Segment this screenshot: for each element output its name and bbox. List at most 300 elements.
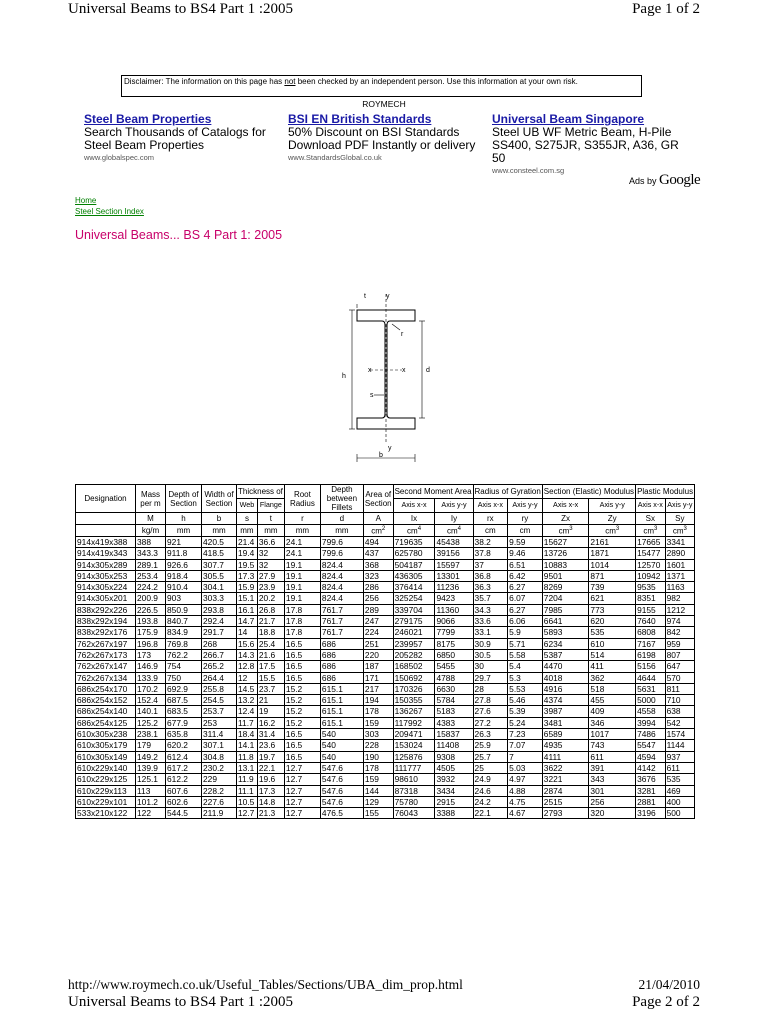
value-cell: 9.46 xyxy=(508,548,543,559)
table-row xyxy=(76,582,695,593)
value-cell: 547.6 xyxy=(320,762,363,773)
value-cell: 2793 xyxy=(542,808,589,819)
value-cell: 617.2 xyxy=(166,762,202,773)
value-cell: 307.7 xyxy=(202,559,237,570)
value-cell: 762.2 xyxy=(166,649,202,660)
value-cell: 200.9 xyxy=(136,593,166,604)
google-logo: Google xyxy=(659,172,701,188)
value-cell: 824.4 xyxy=(320,570,363,581)
ad-title-link[interactable]: Steel Beam Properties xyxy=(84,112,212,126)
symbol-cell: h xyxy=(166,513,202,525)
value-cell: 2874 xyxy=(542,785,589,796)
table-row xyxy=(76,661,695,672)
value-cell: 4018 xyxy=(542,672,589,683)
value-cell: 11236 xyxy=(435,582,473,593)
value-cell: 8351 xyxy=(636,593,666,604)
col-axis-xx: Axis x-x xyxy=(393,499,435,513)
value-cell: 754 xyxy=(166,661,202,672)
value-cell: 607.6 xyxy=(166,785,202,796)
value-cell: 19.7 xyxy=(257,751,284,762)
value-cell: 687.5 xyxy=(166,695,202,706)
value-cell: 811 xyxy=(665,683,695,694)
value-cell: 500 xyxy=(665,808,695,819)
value-cell: 7985 xyxy=(542,604,589,615)
value-cell: 15.6 xyxy=(237,638,258,649)
designation-cell: 686x254x152 xyxy=(76,695,136,706)
value-cell: 230.2 xyxy=(202,762,237,773)
value-cell: 4935 xyxy=(542,740,589,751)
value-cell: 178 xyxy=(363,706,393,717)
col-section-modulus: Section (Elastic) Modulus xyxy=(542,485,635,499)
col-thickness: Thickness of xyxy=(237,485,285,499)
value-cell: 101.2 xyxy=(136,796,166,807)
value-cell: 9535 xyxy=(636,582,666,593)
unit-cell: cm xyxy=(508,525,543,537)
value-cell: 7799 xyxy=(435,627,473,638)
disclaimer-not-word: not xyxy=(284,77,296,86)
value-cell: 17.8 xyxy=(284,604,320,615)
value-cell: 710 xyxy=(665,695,695,706)
value-cell: 45438 xyxy=(435,537,473,548)
value-cell: 5.24 xyxy=(508,717,543,728)
value-cell: 24.2 xyxy=(473,796,508,807)
value-cell: 325254 xyxy=(393,593,435,604)
value-cell: 926.6 xyxy=(166,559,202,570)
value-cell: 27.2 xyxy=(473,717,508,728)
table-body xyxy=(76,537,695,819)
value-cell: 547.6 xyxy=(320,785,363,796)
value-cell: 34.3 xyxy=(473,604,508,615)
value-cell: 113 xyxy=(136,785,166,796)
unit-cell: $cm^3$ xyxy=(589,525,636,537)
label-x-left: x xyxy=(368,367,372,374)
value-cell: 17.3 xyxy=(257,785,284,796)
table-row xyxy=(76,751,695,762)
value-cell: 1601 xyxy=(665,559,695,570)
col-axis-yy: Axis y-y xyxy=(508,499,543,513)
value-cell: 12.8 xyxy=(237,661,258,672)
value-cell: 311.4 xyxy=(202,729,237,740)
value-cell: 761.7 xyxy=(320,627,363,638)
symbol-cell: Sy xyxy=(665,513,695,525)
value-cell: 247 xyxy=(363,616,393,627)
value-cell: 22.1 xyxy=(473,808,508,819)
col-area: Area of Section xyxy=(363,485,393,513)
value-cell: 16.5 xyxy=(284,638,320,649)
label-b: b xyxy=(379,452,383,459)
ad-block-2[interactable] xyxy=(288,112,486,162)
value-cell: 3987 xyxy=(542,706,589,717)
value-cell: 27.8 xyxy=(473,695,508,706)
value-cell: 303 xyxy=(363,729,393,740)
symbol-cell: Iy xyxy=(435,513,473,525)
value-cell: 5.46 xyxy=(508,695,543,706)
value-cell: 209471 xyxy=(393,729,435,740)
unit-cell: $cm^4$ xyxy=(393,525,435,537)
col-second-moment: Second Moment Area xyxy=(393,485,473,499)
ad-url[interactable]: www.globalspec.com xyxy=(84,153,155,162)
ad-description: 50% Discount on BSI Standards Download PDF Instantly or delivery xyxy=(288,125,476,152)
unit-cell: $cm^3$ xyxy=(542,525,589,537)
value-cell: 4374 xyxy=(542,695,589,706)
value-cell: 87318 xyxy=(393,785,435,796)
ad-block-1[interactable] xyxy=(84,112,279,162)
value-cell: 6.27 xyxy=(508,604,543,615)
value-cell: 159 xyxy=(363,774,393,785)
value-cell: 13.1 xyxy=(237,762,258,773)
value-cell: 136267 xyxy=(393,706,435,717)
value-cell: 4.97 xyxy=(508,774,543,785)
value-cell: 289 xyxy=(363,604,393,615)
value-cell: 620.2 xyxy=(166,740,202,751)
value-cell: 146.9 xyxy=(136,661,166,672)
value-cell: 610 xyxy=(589,638,636,649)
value-cell: 256 xyxy=(363,593,393,604)
designation-cell: 762x267x134 xyxy=(76,672,136,683)
value-cell: 179 xyxy=(136,740,166,751)
value-cell: 1017 xyxy=(589,729,636,740)
value-cell: 170.2 xyxy=(136,683,166,694)
value-cell: 227.6 xyxy=(202,796,237,807)
ad-url[interactable]: www.consteel.com.sg xyxy=(492,166,565,175)
designation-cell: 610x305x179 xyxy=(76,740,136,751)
value-cell: 27.9 xyxy=(257,570,284,581)
value-cell: 111777 xyxy=(393,762,435,773)
ads-by-prefix: Ads by xyxy=(629,176,657,186)
value-cell: 303.3 xyxy=(202,593,237,604)
footer-url: http://www.roymech.co.uk/Useful_Tables/Sections/UBA_dim_prop.html xyxy=(68,977,463,992)
value-cell: 21.6 xyxy=(257,649,284,660)
value-cell: 4558 xyxy=(636,706,666,717)
value-cell: 3481 xyxy=(542,717,589,728)
value-cell: 547.6 xyxy=(320,796,363,807)
value-cell: 686 xyxy=(320,649,363,660)
value-cell: 253 xyxy=(202,717,237,728)
unit-cell: mm xyxy=(237,525,258,537)
value-cell: 194 xyxy=(363,695,393,706)
value-cell: 125.1 xyxy=(136,774,166,785)
value-cell: 14.5 xyxy=(237,683,258,694)
value-cell: 921 xyxy=(166,537,202,548)
value-cell: 3434 xyxy=(435,785,473,796)
value-cell: 547.6 xyxy=(320,774,363,785)
value-cell: 205282 xyxy=(393,649,435,660)
value-cell: 3994 xyxy=(636,717,666,728)
value-cell: 155 xyxy=(363,808,393,819)
table-row xyxy=(76,593,695,604)
value-cell: 23.7 xyxy=(257,683,284,694)
value-cell: 4383 xyxy=(435,717,473,728)
value-cell: 7 xyxy=(508,751,543,762)
value-cell: 769.8 xyxy=(166,638,202,649)
designation-cell: 762x267x197 xyxy=(76,638,136,649)
table-row xyxy=(76,729,695,740)
value-cell: 5000 xyxy=(636,695,666,706)
value-cell: 12.7 xyxy=(284,762,320,773)
value-cell: 15627 xyxy=(542,537,589,548)
unit-cell: mm xyxy=(284,525,320,537)
value-cell: 226.5 xyxy=(136,604,166,615)
value-cell: 476.5 xyxy=(320,808,363,819)
value-cell: 7167 xyxy=(636,638,666,649)
value-cell: 5893 xyxy=(542,627,589,638)
value-cell: 1371 xyxy=(665,570,695,581)
table-row xyxy=(76,695,695,706)
value-cell: 4505 xyxy=(435,762,473,773)
value-cell: 139.9 xyxy=(136,762,166,773)
steel-section-index-link[interactable]: Steel Section Index xyxy=(75,207,144,216)
value-cell: 291.7 xyxy=(202,627,237,638)
value-cell: 21 xyxy=(257,695,284,706)
value-cell: 9501 xyxy=(542,570,589,581)
value-cell: 256 xyxy=(589,796,636,807)
value-cell: 1574 xyxy=(665,729,695,740)
value-cell: 178 xyxy=(363,762,393,773)
ad-block-3[interactable] xyxy=(492,112,692,175)
value-cell: 2915 xyxy=(435,796,473,807)
designation-cell: 610x229x140 xyxy=(76,762,136,773)
value-cell: 149.2 xyxy=(136,751,166,762)
value-cell: 16.5 xyxy=(284,729,320,740)
value-cell: 343 xyxy=(589,774,636,785)
value-cell: 974 xyxy=(665,616,695,627)
value-cell: 246021 xyxy=(393,627,435,638)
value-cell: 871 xyxy=(589,570,636,581)
unit-cell: mm xyxy=(320,525,363,537)
value-cell: 959 xyxy=(665,638,695,649)
value-cell: 7.07 xyxy=(508,740,543,751)
value-cell: 638 xyxy=(665,706,695,717)
value-cell: 125876 xyxy=(393,751,435,762)
value-cell: 391 xyxy=(589,762,636,773)
value-cell: 38.2 xyxy=(473,537,508,548)
value-cell: 612.4 xyxy=(166,751,202,762)
col-radius-gyration: Radius of Gyration xyxy=(473,485,542,499)
value-cell: 7204 xyxy=(542,593,589,604)
unit-cell: mm xyxy=(202,525,237,537)
value-cell: 22.1 xyxy=(257,762,284,773)
value-cell: 625780 xyxy=(393,548,435,559)
value-cell: 17.8 xyxy=(284,616,320,627)
value-cell: 840.7 xyxy=(166,616,202,627)
value-cell: 117992 xyxy=(393,717,435,728)
value-cell: 1871 xyxy=(589,548,636,559)
value-cell: 173 xyxy=(136,649,166,660)
value-cell: 152.4 xyxy=(136,695,166,706)
value-cell: 17665 xyxy=(636,537,666,548)
table-row xyxy=(76,537,695,548)
value-cell: 5455 xyxy=(435,661,473,672)
value-cell: 5784 xyxy=(435,695,473,706)
value-cell: 1144 xyxy=(665,740,695,751)
value-cell: 4.75 xyxy=(508,796,543,807)
value-cell: 15.2 xyxy=(284,717,320,728)
value-cell: 16.5 xyxy=(284,649,320,660)
disclaimer-box xyxy=(121,75,642,97)
value-cell: 150355 xyxy=(393,695,435,706)
col-plastic-modulus: Plastic Modulus xyxy=(636,485,695,499)
value-cell: 824.4 xyxy=(320,559,363,570)
ad-url[interactable]: www.StandardsGlobal.co.uk xyxy=(288,153,382,162)
value-cell: 5.58 xyxy=(508,649,543,660)
col-flange: Flange xyxy=(257,499,284,513)
symbol-cell: Ix xyxy=(393,513,435,525)
value-cell: 15.2 xyxy=(284,706,320,717)
designation-cell: 914x305x289 xyxy=(76,559,136,570)
symbol-cell: Zx xyxy=(542,513,589,525)
value-cell: 3281 xyxy=(636,785,666,796)
value-cell: 9155 xyxy=(636,604,666,615)
value-cell: 692.9 xyxy=(166,683,202,694)
value-cell: 799.6 xyxy=(320,548,363,559)
value-cell: 10942 xyxy=(636,570,666,581)
value-cell: 3341 xyxy=(665,537,695,548)
value-cell: 32 xyxy=(257,548,284,559)
value-cell: 4470 xyxy=(542,661,589,672)
col-designation: Designation xyxy=(76,485,136,513)
value-cell: 5183 xyxy=(435,706,473,717)
value-cell: 4.88 xyxy=(508,785,543,796)
value-cell: 187 xyxy=(363,661,393,672)
designation-cell: 610x305x238 xyxy=(76,729,136,740)
table-row xyxy=(76,683,695,694)
value-cell: 376414 xyxy=(393,582,435,593)
ad-title-link[interactable]: BSI EN British Standards xyxy=(288,112,432,126)
designation-cell: 610x229x113 xyxy=(76,785,136,796)
value-cell: 25.9 xyxy=(473,740,508,751)
value-cell: 8269 xyxy=(542,582,589,593)
designation-cell: 914x419x343 xyxy=(76,548,136,559)
value-cell: 602.6 xyxy=(166,796,202,807)
value-cell: 5.4 xyxy=(508,661,543,672)
symbol-cell: Sx xyxy=(636,513,666,525)
value-cell: 307.1 xyxy=(202,740,237,751)
value-cell: 24.9 xyxy=(473,774,508,785)
value-cell: 570 xyxy=(665,672,695,683)
r-leader-line xyxy=(392,324,400,330)
value-cell: 12.7 xyxy=(237,808,258,819)
value-cell: 620 xyxy=(589,616,636,627)
ad-description: Steel UB WF Metric Beam, H-Pile SS400, S275JR, S355JR, A36, GR 50 xyxy=(492,125,679,165)
value-cell: 615.1 xyxy=(320,695,363,706)
label-x-right: x xyxy=(402,367,406,374)
value-cell: 540 xyxy=(320,751,363,762)
value-cell: 254.5 xyxy=(202,695,237,706)
value-cell: 25 xyxy=(473,762,508,773)
value-cell: 228 xyxy=(363,740,393,751)
value-cell: 362 xyxy=(589,672,636,683)
value-cell: 30 xyxy=(473,661,508,672)
table-row xyxy=(76,559,695,570)
value-cell: 29.7 xyxy=(473,672,508,683)
designation-cell: 914x305x201 xyxy=(76,593,136,604)
symbol-cell: rx xyxy=(473,513,508,525)
value-cell: 268 xyxy=(202,638,237,649)
col-axis-yy: Axis y-y xyxy=(435,499,473,513)
value-cell: 16.5 xyxy=(284,740,320,751)
value-cell: 1014 xyxy=(589,559,636,570)
label-y-top: y xyxy=(386,293,390,300)
designation-cell: 762x267x173 xyxy=(76,649,136,660)
value-cell: 611 xyxy=(665,762,695,773)
value-cell: 686 xyxy=(320,661,363,672)
value-cell: 911.8 xyxy=(166,548,202,559)
disclaimer-text-after: been checked by an independent person. Use this information at your own risk. xyxy=(295,77,578,86)
value-cell: 305.5 xyxy=(202,570,237,581)
value-cell: 13726 xyxy=(542,548,589,559)
value-cell: 21.3 xyxy=(257,808,284,819)
value-cell: 4594 xyxy=(636,751,666,762)
home-link[interactable]: Home xyxy=(75,196,97,205)
value-cell: 3622 xyxy=(542,762,589,773)
value-cell: 9.59 xyxy=(508,537,543,548)
value-cell: 4111 xyxy=(542,751,589,762)
value-cell: 14 xyxy=(237,627,258,638)
value-cell: 28 xyxy=(473,683,508,694)
value-cell: 647 xyxy=(665,661,695,672)
value-cell: 635.8 xyxy=(166,729,202,740)
value-cell: 6.51 xyxy=(508,559,543,570)
ads-by-google[interactable] xyxy=(629,172,700,189)
value-cell: 24.1 xyxy=(284,537,320,548)
value-cell: 6630 xyxy=(435,683,473,694)
designation-cell: 686x254x125 xyxy=(76,717,136,728)
table-row xyxy=(76,774,695,785)
value-cell: 16.2 xyxy=(257,717,284,728)
value-cell: 18.4 xyxy=(237,729,258,740)
value-cell: 3221 xyxy=(542,774,589,785)
ad-title-link[interactable]: Universal Beam Singapore xyxy=(492,112,645,126)
value-cell: 469 xyxy=(665,785,695,796)
value-cell: 5.03 xyxy=(508,762,543,773)
value-cell: 6641 xyxy=(542,616,589,627)
value-cell: 190 xyxy=(363,751,393,762)
value-cell: 3196 xyxy=(636,808,666,819)
col-axis-xx: Axis x-x xyxy=(542,499,589,513)
value-cell: 10883 xyxy=(542,559,589,570)
value-cell: 612.2 xyxy=(166,774,202,785)
value-cell: 24.1 xyxy=(284,548,320,559)
label-s: s xyxy=(370,392,374,399)
value-cell: 76043 xyxy=(393,808,435,819)
value-cell: 437 xyxy=(363,548,393,559)
value-cell: 251 xyxy=(363,638,393,649)
value-cell: 15.5 xyxy=(257,672,284,683)
value-cell: 19.1 xyxy=(284,593,320,604)
value-cell: 168502 xyxy=(393,661,435,672)
value-cell: 518 xyxy=(589,683,636,694)
value-cell: 36.8 xyxy=(473,570,508,581)
value-cell: 1163 xyxy=(665,582,695,593)
table-row xyxy=(76,672,695,683)
table-row xyxy=(76,740,695,751)
value-cell: 514 xyxy=(589,649,636,660)
page-header-page-number: Page 1 of 2 xyxy=(632,1,700,17)
value-cell: 170326 xyxy=(393,683,435,694)
value-cell: 37 xyxy=(473,559,508,570)
unit-cell: cm xyxy=(473,525,508,537)
value-cell: 12.7 xyxy=(284,774,320,785)
value-cell: 286 xyxy=(363,582,393,593)
designation-cell: 914x305x224 xyxy=(76,582,136,593)
value-cell: 16.5 xyxy=(284,751,320,762)
col-depth: Depth of Section xyxy=(166,485,202,513)
value-cell: 4916 xyxy=(542,683,589,694)
value-cell: 388 xyxy=(136,537,166,548)
value-cell: 19.5 xyxy=(237,559,258,570)
value-cell: 6.07 xyxy=(508,593,543,604)
value-cell: 10.5 xyxy=(237,796,258,807)
